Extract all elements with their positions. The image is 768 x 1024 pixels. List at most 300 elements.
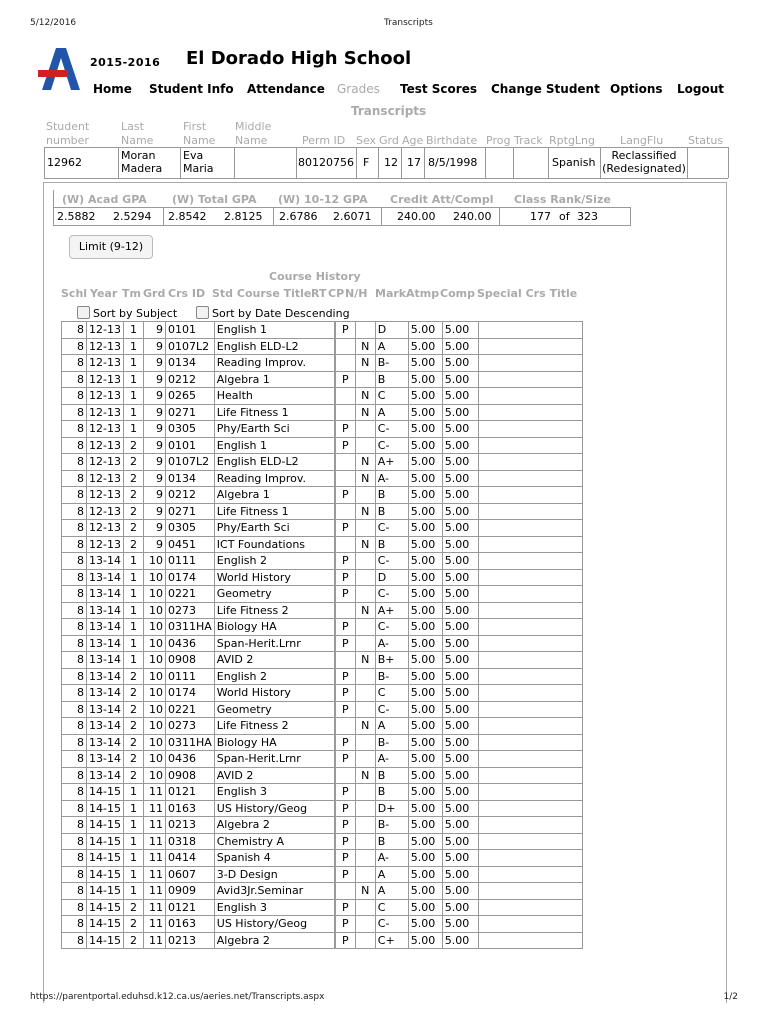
cell-mark: C- — [375, 421, 408, 438]
nav-student-info[interactable]: Student Info — [149, 82, 234, 96]
sort-by-date[interactable] — [196, 306, 350, 320]
col-crs-id: Crs ID — [168, 287, 206, 300]
cell-year: 13-14 — [87, 701, 124, 718]
cell-year: 12-13 — [87, 437, 124, 454]
cell-schl: 8 — [62, 899, 87, 916]
cell-tm: 1 — [123, 338, 143, 355]
sort-date-checkbox[interactable] — [196, 306, 209, 319]
cell-tm: 1 — [123, 866, 143, 883]
cell-year: 13-14 — [87, 734, 124, 751]
cell-atmp: 5.00 — [408, 866, 442, 883]
cell-schl: 8 — [62, 371, 87, 388]
hdr-middle-name: Middle Name — [235, 120, 272, 147]
cell-grd: 11 — [143, 817, 165, 834]
cell-special — [478, 866, 582, 883]
cell-schl: 8 — [62, 932, 87, 949]
cell-schl: 8 — [62, 454, 87, 471]
credit-compl: 240.00 — [453, 210, 492, 223]
nav-change-student[interactable]: Change Student — [491, 82, 600, 96]
cell-mark: A — [375, 404, 408, 421]
cell-crs-id: 0107L2 — [165, 454, 214, 471]
cell-schl: 8 — [62, 800, 87, 817]
cell-title: Phy/Earth Sci — [214, 421, 334, 438]
cell-mark: C- — [375, 437, 408, 454]
hdr-lang-flu: LangFlu — [620, 134, 664, 147]
cell-atmp: 5.00 — [408, 899, 442, 916]
cell-comp: 5.00 — [442, 371, 478, 388]
cell-tm: 2 — [123, 701, 143, 718]
cell-mark: D — [375, 322, 408, 339]
cell-comp: 5.00 — [442, 404, 478, 421]
cell-comp: 5.00 — [442, 619, 478, 636]
cell-year: 14-15 — [87, 784, 124, 801]
cell-title: Life Fitness 1 — [214, 404, 334, 421]
cell-cp — [335, 718, 355, 735]
cell-mark: A+ — [375, 602, 408, 619]
cell-year: 14-15 — [87, 800, 124, 817]
cell-title: English ELD-L2 — [214, 454, 334, 471]
cell-grd: 10 — [143, 668, 165, 685]
cell-tm: 1 — [123, 833, 143, 850]
cell-schl: 8 — [62, 421, 87, 438]
page-title: Transcripts — [351, 104, 427, 118]
hdr-status: Status — [688, 134, 724, 147]
cell-nh: N — [355, 388, 375, 405]
table-row — [62, 602, 583, 619]
cell-nh — [355, 487, 375, 504]
cell-special — [478, 652, 582, 669]
cell-nh — [355, 553, 375, 570]
table-row — [62, 866, 583, 883]
cell-nh: N — [355, 338, 375, 355]
cell-year: 14-15 — [87, 850, 124, 867]
cell-tm: 1 — [123, 635, 143, 652]
col-rt: RT — [311, 287, 327, 300]
cell-tm: 1 — [123, 619, 143, 636]
cell-nh — [355, 668, 375, 685]
cell-mark: A- — [375, 751, 408, 768]
class-size: 323 — [577, 210, 598, 223]
cell-tm: 1 — [123, 800, 143, 817]
cell-atmp: 5.00 — [408, 685, 442, 702]
cell-year: 13-14 — [87, 553, 124, 570]
cell-cp — [335, 388, 355, 405]
cell-mark: C- — [375, 701, 408, 718]
hdr-prog: Prog — [486, 134, 511, 147]
col-year: Year — [90, 287, 118, 300]
limit-button[interactable]: Limit (9-12) — [69, 235, 153, 259]
cell-atmp: 5.00 — [408, 454, 442, 471]
cell-schl: 8 — [62, 817, 87, 834]
cell-crs-id: 0311HA — [165, 734, 214, 751]
cell-tm: 2 — [123, 520, 143, 537]
cell-tm: 1 — [123, 602, 143, 619]
cell-title: Phy/Earth Sci — [214, 520, 334, 537]
print-date: 5/12/2016 — [30, 18, 77, 28]
cell-atmp: 5.00 — [408, 470, 442, 487]
student-rptg-lng: Spanish — [552, 156, 596, 169]
school-name: El Dorado High School — [186, 48, 412, 69]
cell-title: US History/Geog — [214, 800, 334, 817]
col-cp: CP — [328, 287, 345, 300]
cell-atmp: 5.00 — [408, 800, 442, 817]
cell-crs-id: 0163 — [165, 916, 214, 933]
cell-crs-id: 0101 — [165, 437, 214, 454]
cell-cp: P — [335, 371, 355, 388]
table-row — [62, 355, 583, 372]
cell-atmp: 5.00 — [408, 767, 442, 784]
cell-schl: 8 — [62, 619, 87, 636]
cell-title: AVID 2 — [214, 767, 334, 784]
cell-atmp: 5.00 — [408, 718, 442, 735]
cell-mark: A — [375, 866, 408, 883]
cell-comp: 5.00 — [442, 586, 478, 603]
col-schl: Schl — [61, 287, 88, 300]
cell-crs-id: 0111 — [165, 553, 214, 570]
cell-year: 13-14 — [87, 586, 124, 603]
cell-grd: 9 — [143, 487, 165, 504]
cell-tm: 1 — [123, 850, 143, 867]
cell-schl: 8 — [62, 470, 87, 487]
cell-special — [478, 536, 582, 553]
table-row — [62, 635, 583, 652]
cell-schl: 8 — [62, 388, 87, 405]
cell-comp: 5.00 — [442, 916, 478, 933]
cell-atmp: 5.00 — [408, 883, 442, 900]
cell-mark: A- — [375, 850, 408, 867]
cell-atmp: 5.00 — [408, 734, 442, 751]
cell-mark: B- — [375, 355, 408, 372]
cell-year: 13-14 — [87, 619, 124, 636]
cell-grd: 11 — [143, 833, 165, 850]
cell-cp — [335, 883, 355, 900]
cell-title: Reading Improv. — [214, 355, 334, 372]
cell-tm: 1 — [123, 371, 143, 388]
cell-tm: 1 — [123, 355, 143, 372]
table-row — [62, 701, 583, 718]
cell-atmp: 5.00 — [408, 751, 442, 768]
cell-crs-id: 0311HA — [165, 619, 214, 636]
cell-tm: 1 — [123, 817, 143, 834]
cell-grd: 10 — [143, 553, 165, 570]
cell-mark: C- — [375, 619, 408, 636]
cell-nh — [355, 751, 375, 768]
nav-test-scores[interactable]: Test Scores — [400, 82, 477, 96]
table-row — [62, 569, 583, 586]
cell-special — [478, 883, 582, 900]
cell-cp: P — [335, 685, 355, 702]
cell-comp: 5.00 — [442, 850, 478, 867]
cell-mark: C- — [375, 553, 408, 570]
cell-schl: 8 — [62, 850, 87, 867]
cell-mark: C- — [375, 586, 408, 603]
cell-cp: P — [335, 586, 355, 603]
table-row — [62, 536, 583, 553]
cell-atmp: 5.00 — [408, 833, 442, 850]
cell-comp: 5.00 — [442, 503, 478, 520]
student-lang-flu: Reclassified (Redesignated) — [602, 149, 686, 175]
cell-comp: 5.00 — [442, 421, 478, 438]
col-nh: N/H — [345, 287, 368, 300]
cell-comp: 5.00 — [442, 569, 478, 586]
cell-schl: 8 — [62, 569, 87, 586]
cell-special — [478, 635, 582, 652]
cell-year: 13-14 — [87, 652, 124, 669]
cell-nh: N — [355, 536, 375, 553]
cell-year: 13-14 — [87, 635, 124, 652]
student-number: 12962 — [47, 156, 82, 169]
cell-special — [478, 470, 582, 487]
cell-schl: 8 — [62, 553, 87, 570]
cell-crs-id: 0212 — [165, 371, 214, 388]
cell-crs-id: 0265 — [165, 388, 214, 405]
cell-atmp: 5.00 — [408, 371, 442, 388]
cell-comp: 5.00 — [442, 322, 478, 339]
cell-crs-id: 0271 — [165, 404, 214, 421]
cell-tm: 2 — [123, 685, 143, 702]
cell-comp: 5.00 — [442, 437, 478, 454]
sort-by-subject[interactable] — [77, 306, 177, 320]
hdr-student-number: Student number — [46, 120, 90, 147]
cell-crs-id: 0213 — [165, 932, 214, 949]
cell-title: AVID 2 — [214, 652, 334, 669]
cell-grd: 9 — [143, 503, 165, 520]
cell-crs-id: 0436 — [165, 751, 214, 768]
cell-nh — [355, 916, 375, 933]
cell-year: 12-13 — [87, 404, 124, 421]
cell-mark: C- — [375, 520, 408, 537]
cell-nh — [355, 685, 375, 702]
cell-title: Geometry — [214, 586, 334, 603]
cell-grd: 10 — [143, 569, 165, 586]
nav-home[interactable]: Home — [93, 82, 132, 96]
cell-schl: 8 — [62, 503, 87, 520]
cell-nh: N — [355, 454, 375, 471]
cell-schl: 8 — [62, 701, 87, 718]
hdr-perm-id: Perm ID — [302, 134, 346, 147]
cell-crs-id: 0607 — [165, 866, 214, 883]
col-atmp: Atmp — [406, 287, 440, 300]
cell-mark: B — [375, 503, 408, 520]
cell-comp: 5.00 — [442, 685, 478, 702]
cell-atmp: 5.00 — [408, 784, 442, 801]
cell-cp — [335, 454, 355, 471]
table-row — [62, 338, 583, 355]
cell-schl: 8 — [62, 520, 87, 537]
cell-title: Span-Herit.Lrnr — [214, 635, 334, 652]
cell-schl: 8 — [62, 635, 87, 652]
cell-mark: C — [375, 685, 408, 702]
cell-schl: 8 — [62, 586, 87, 603]
cell-mark: D+ — [375, 800, 408, 817]
table-row — [62, 784, 583, 801]
cell-cp: P — [335, 437, 355, 454]
cell-cp: P — [335, 800, 355, 817]
cell-tm: 1 — [123, 388, 143, 405]
cell-title: Biology HA — [214, 734, 334, 751]
table-row — [62, 932, 583, 949]
cell-year: 14-15 — [87, 883, 124, 900]
cell-title: Life Fitness 2 — [214, 718, 334, 735]
cell-cp: P — [335, 784, 355, 801]
table-row — [62, 668, 583, 685]
cell-grd: 9 — [143, 355, 165, 372]
cell-grd: 11 — [143, 899, 165, 916]
cell-year: 14-15 — [87, 817, 124, 834]
hdr-last-name: Last Name — [121, 120, 154, 147]
table-row — [62, 767, 583, 784]
col-mark: Mark — [375, 287, 407, 300]
cell-atmp: 5.00 — [408, 850, 442, 867]
cell-nh — [355, 322, 375, 339]
gpa-total-header: (W) Total GPA — [172, 193, 257, 206]
cell-schl: 8 — [62, 652, 87, 669]
cell-atmp: 5.00 — [408, 487, 442, 504]
cell-comp: 5.00 — [442, 800, 478, 817]
table-row — [62, 718, 583, 735]
cell-title: English 1 — [214, 322, 334, 339]
aeries-logo — [38, 44, 84, 90]
cell-mark: B+ — [375, 652, 408, 669]
cell-year: 13-14 — [87, 751, 124, 768]
table-row — [62, 619, 583, 636]
cell-grd: 11 — [143, 866, 165, 883]
cell-crs-id: 0908 — [165, 652, 214, 669]
cell-schl: 8 — [62, 404, 87, 421]
cell-special — [478, 932, 582, 949]
cell-schl: 8 — [62, 602, 87, 619]
cell-schl: 8 — [62, 437, 87, 454]
sort-subject-checkbox[interactable] — [77, 306, 90, 319]
cell-title: English ELD-L2 — [214, 338, 334, 355]
cell-nh — [355, 784, 375, 801]
table-row — [62, 503, 583, 520]
cell-grd: 9 — [143, 322, 165, 339]
cell-title: Biology HA — [214, 619, 334, 636]
col-title: Std Course Title — [212, 287, 312, 300]
cell-grd: 9 — [143, 338, 165, 355]
cell-grd: 10 — [143, 586, 165, 603]
cell-mark: C — [375, 899, 408, 916]
cell-grd: 9 — [143, 371, 165, 388]
cell-title: English 2 — [214, 553, 334, 570]
cell-crs-id: 0163 — [165, 800, 214, 817]
cell-cp: P — [335, 866, 355, 883]
cell-year: 12-13 — [87, 322, 124, 339]
gpa-1012-1: 2.6786 — [279, 210, 318, 223]
cell-title: English 1 — [214, 437, 334, 454]
cell-nh — [355, 569, 375, 586]
cell-mark: A — [375, 883, 408, 900]
cell-atmp: 5.00 — [408, 668, 442, 685]
cell-tm: 1 — [123, 553, 143, 570]
cell-atmp: 5.00 — [408, 652, 442, 669]
nav-logout[interactable]: Logout — [677, 82, 725, 96]
table-row — [62, 520, 583, 537]
cell-nh: N — [355, 355, 375, 372]
table-row — [62, 800, 583, 817]
cell-grd: 9 — [143, 404, 165, 421]
cell-grd: 9 — [143, 520, 165, 537]
cell-year: 13-14 — [87, 685, 124, 702]
hdr-age: Age — [402, 134, 424, 147]
nav-grades[interactable]: Grades — [337, 82, 380, 96]
table-row — [62, 388, 583, 405]
cell-grd: 11 — [143, 800, 165, 817]
cell-crs-id: 0121 — [165, 899, 214, 916]
cell-year: 13-14 — [87, 569, 124, 586]
cell-cp: P — [335, 734, 355, 751]
cell-special — [478, 602, 582, 619]
gpa-total-1: 2.8542 — [168, 210, 207, 223]
nav-attendance[interactable]: Attendance — [247, 82, 325, 96]
cell-title: Algebra 2 — [214, 932, 334, 949]
student-first-name: Eva Maria — [183, 149, 214, 175]
cell-special — [478, 322, 582, 339]
cell-special — [478, 850, 582, 867]
cell-atmp: 5.00 — [408, 932, 442, 949]
cell-title: Algebra 2 — [214, 817, 334, 834]
cell-mark: C — [375, 388, 408, 405]
cell-atmp: 5.00 — [408, 536, 442, 553]
cell-tm: 2 — [123, 487, 143, 504]
cell-cp — [335, 338, 355, 355]
cell-comp: 5.00 — [442, 701, 478, 718]
cell-nh: N — [355, 718, 375, 735]
cell-mark: A — [375, 718, 408, 735]
table-row — [62, 833, 583, 850]
cell-comp: 5.00 — [442, 602, 478, 619]
gpa-acad-2: 2.5294 — [113, 210, 152, 223]
cell-comp: 5.00 — [442, 817, 478, 834]
cell-tm: 1 — [123, 421, 143, 438]
cell-title: English 2 — [214, 668, 334, 685]
cell-title: Reading Improv. — [214, 470, 334, 487]
cell-crs-id: 0134 — [165, 470, 214, 487]
cell-crs-id: 0305 — [165, 421, 214, 438]
cell-nh — [355, 833, 375, 850]
cell-cp: P — [335, 850, 355, 867]
cell-special — [478, 833, 582, 850]
cell-tm: 2 — [123, 668, 143, 685]
cell-schl: 8 — [62, 355, 87, 372]
cell-nh — [355, 866, 375, 883]
cell-atmp: 5.00 — [408, 602, 442, 619]
cell-tm: 2 — [123, 932, 143, 949]
nav-options[interactable]: Options — [610, 82, 663, 96]
table-row — [62, 371, 583, 388]
student-grade: 12 — [384, 156, 398, 169]
cell-cp: P — [335, 899, 355, 916]
cell-cp — [335, 602, 355, 619]
cell-special — [478, 338, 582, 355]
cell-crs-id: 0221 — [165, 586, 214, 603]
cell-cp: P — [335, 569, 355, 586]
cell-cp: P — [335, 916, 355, 933]
cell-crs-id: 0212 — [165, 487, 214, 504]
cell-atmp: 5.00 — [408, 635, 442, 652]
cell-comp: 5.00 — [442, 454, 478, 471]
cell-mark: B- — [375, 668, 408, 685]
cell-tm: 1 — [123, 883, 143, 900]
cell-comp: 5.00 — [442, 932, 478, 949]
cell-comp: 5.00 — [442, 883, 478, 900]
cell-nh — [355, 421, 375, 438]
cell-year: 14-15 — [87, 866, 124, 883]
cell-comp: 5.00 — [442, 866, 478, 883]
cell-special — [478, 454, 582, 471]
cell-cp — [335, 767, 355, 784]
